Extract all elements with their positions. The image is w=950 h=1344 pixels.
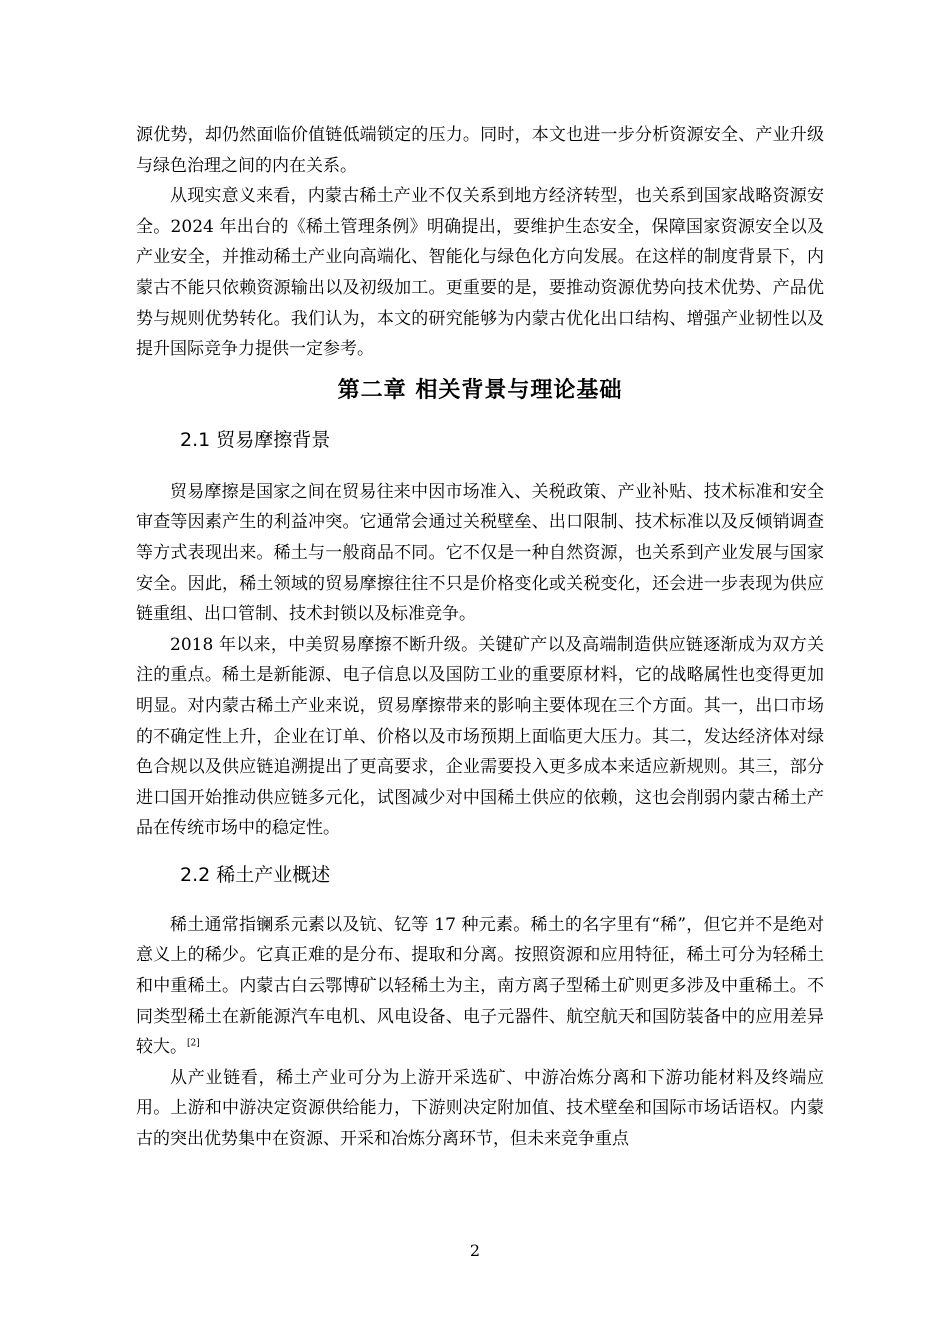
- section-heading-2-1: 2.1 贸易摩擦背景: [180, 428, 331, 451]
- citation-reference: [2]: [187, 1038, 200, 1049]
- intro-paragraph-continued: 源优势，却仍然面临价值链低端锁定的压力。同时，本文也进一步分析资源安全、产业升级与绿色治理之间的内在关系。: [136, 125, 824, 176]
- section-2-1-paragraph-1: 贸易摩擦是国家之间在贸易往来中因市场准入、关税政策、产业补贴、技术标准和安全审查等因素产生的利益冲突。它通常会通过关税壁垒、出口限制、技术标准以及反倾销调查等方式表现出来。稀土与一般商品不同。它不仅是一种自然资源，也关系到产业发展与国家安全。因此，稀土领域的贸易摩擦往往不只是价格变化或关税变化，还会进一步表现为供应链重组、出口管制、技术封锁以及标准竞争。: [136, 481, 824, 625]
- intro-paragraph-significance: 从现实意义来看，内蒙古稀土产业不仅关系到地方经济转型，也关系到国家战略资源安全。2024 年出台的《稀土管理条例》明确提出，要维护生态安全，保障国家资源安全以及产业安全，并推动稀土产业向高端化、智能化与绿色化方向发展。在这样的制度背景下，内蒙古不能只依赖资源输出以及初级加工。更重要的是，要推动资源优势向技术优势、产品优势与规则优势转化。我们认为，本文的研究能够为内蒙古优化出口结构、增强产业韧性以及提升国际竞争力提供一定参考。: [136, 186, 824, 360]
- page-number: 2: [469, 1241, 481, 1260]
- section-2-2-paragraph-2: 从产业链看，稀土产业可分为上游开采选矿、中游冶炼分离和下游功能材料及终端应用。上游和中游决定资源供给能力，下游则决定附加值、技术壁垒和国际市场话语权。内蒙古的突出优势集中在资源、开采和冶炼分离环节，但未来竞争重点: [136, 1067, 824, 1150]
- section-2-2-paragraph-1: [136, 910, 824, 1063]
- section-heading-2-2: 2.2 稀土产业概述: [180, 863, 331, 886]
- section-2-1-paragraph-2: 2018 年以来，中美贸易摩擦不断升级。关键矿产以及高端制造供应链逐渐成为双方关注的重点。稀土是新能源、电子信息以及国防工业的重要原材料，它的战略属性也变得更加明显。对内蒙古稀土产业来说，贸易摩擦带来的影响主要体现在三个方面。其一，出口市场的不确定性上升，企业在订单、价格以及市场预期上面临更大压力。其二，发达经济体对绿色合规以及供应链追溯提出了更高要求，企业需要投入更多成本来适应新规则。其三，部分进口国开始推动供应链多元化，试图减少对中国稀土供应的依赖，这也会削弱内蒙古稀土产品在传统市场中的稳定性。: [136, 634, 824, 839]
- section-2-2-paragraph-1-text: 稀土通常指镧系元素以及钪、钇等 17 种元素。稀土的名字里有“稀”，但它并不是绝对意义上的稀少。它真正难的是分布、提取和分离。按照资源和应用特征，稀土可分为轻稀土和中重稀土。内蒙古白云鄂博矿以轻稀土为主，南方离子型稀土矿则更多涉及中重稀土。不同类型稀土在新能源汽车电机、风电设备、电子元器件、航空航天和国防装备中的应用差异较大。: [136, 914, 824, 1058]
- page-content: [136, 120, 824, 1155]
- chapter-title: 第二章 相关背景与理论基础: [337, 377, 623, 403]
